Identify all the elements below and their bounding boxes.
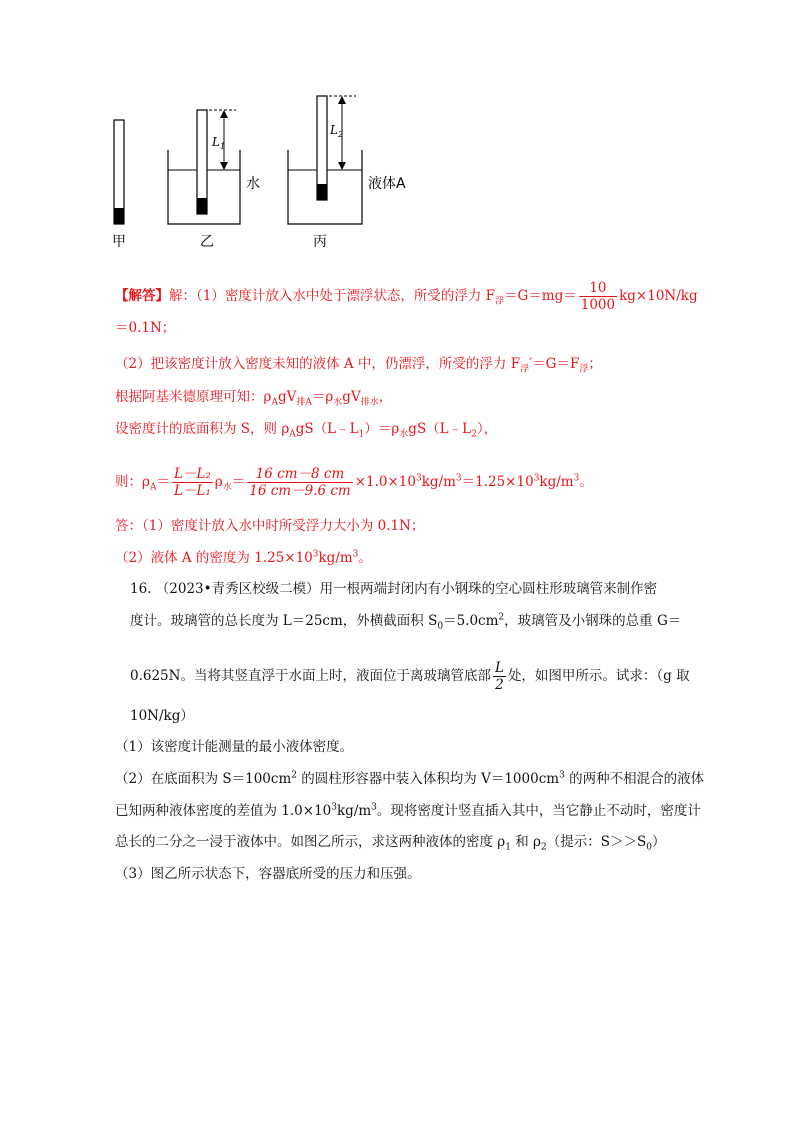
s2l3-b: 和 ρ	[510, 834, 541, 850]
q16-l2-c: ，玻璃管及小钢珠的总重 G＝	[504, 613, 682, 629]
frac-l2-den: 2	[495, 677, 504, 693]
q16-l3-b: 处，如图甲所示。试求：（g 取	[507, 668, 690, 684]
tube-jia-weight	[114, 208, 124, 224]
s2-sq: 2	[291, 770, 297, 781]
answer-line-1	[115, 280, 698, 313]
p5-rho: ρ	[214, 474, 223, 490]
q16-line-3	[130, 660, 690, 693]
s2l2-e: 3	[331, 802, 337, 813]
p3-a: 根据阿基米德原理可知：ρ	[115, 389, 272, 405]
fraction-l	[172, 466, 213, 499]
p5-eq: ＝	[231, 474, 246, 490]
p1-text: （1）密度计放入水中处于漂浮状态，所受的浮力 F	[196, 288, 495, 304]
p5-g: 。	[579, 474, 593, 490]
p2-eq: ′＝G＝F	[529, 356, 580, 372]
p4-w: 水	[399, 429, 409, 440]
s2l3-1: 1	[505, 842, 511, 853]
frac-cm-den: 16 cm－9.6 cm	[249, 483, 351, 499]
label-yi: 乙	[200, 234, 214, 250]
label-bing: 丙	[313, 234, 327, 250]
s2-cu: 3	[559, 770, 565, 781]
ans2-a: （2）液体 A 的密度为 1.25×10	[115, 550, 313, 566]
p1-sub: 浮	[495, 296, 505, 307]
fraction-l-2	[493, 660, 506, 693]
p2-end: ；	[588, 356, 602, 372]
q16-l2-0: 0	[437, 621, 444, 632]
p5-e3b: 3	[533, 473, 540, 484]
s2l2-a: 已知两种液体密度的差值为 1.0×10	[115, 803, 332, 819]
q16-sub-3: （3）图乙所示状态下，容器底所受的压力和压强。	[115, 866, 421, 882]
label-l1: $L_1$	[212, 135, 226, 151]
p5-f: kg/m	[539, 474, 574, 490]
p5-e3: 3	[415, 473, 422, 484]
s2l3-d: ）	[651, 834, 666, 850]
p5-c: ×1.0×10	[354, 474, 416, 490]
p5-e: ＝1.25×10	[461, 474, 534, 490]
answer-line-4	[115, 419, 497, 439]
s2l3-c: （提示：S＞＞S	[546, 834, 647, 850]
q16-line-4: 10N/kg）	[130, 708, 194, 724]
label-water: 水	[246, 176, 260, 192]
frac-num: 10	[579, 280, 617, 297]
label-jia: 甲	[112, 234, 126, 250]
frac-l-den: L－L₁	[173, 483, 211, 499]
conclusion-1: 答：（1）密度计放入水中时所受浮力大小为 0.1N；	[115, 518, 425, 534]
p3-e: ，	[378, 389, 393, 405]
conclusion-2	[115, 548, 372, 568]
q16-l2-sq: 2	[498, 612, 505, 623]
p4-c: ）＝ρ	[364, 421, 400, 437]
q16-l2-b: ＝5.0cm	[443, 613, 499, 629]
frac-den: 1000	[580, 297, 616, 313]
ans2-c: 。	[358, 550, 372, 566]
answer-line-1b: ＝0.1N；	[115, 320, 176, 336]
p5-A: A	[149, 482, 157, 493]
s2-a: （2）在底面积为 S＝100cm	[115, 771, 292, 787]
jie: 解：	[169, 288, 196, 304]
p2-sub1: 浮	[520, 364, 530, 375]
tube-bing-weight	[317, 184, 327, 200]
ans2-b: kg/m	[318, 550, 353, 566]
frac-cm-num: 16 cm－8 cm	[247, 466, 352, 483]
p3-A: A	[271, 397, 278, 408]
label-liquid-a: 液体A	[368, 176, 406, 192]
frac-l-num: L－L₂	[173, 466, 211, 482]
p2-sub2: 浮	[579, 364, 589, 375]
s2l2-b: kg/m	[337, 803, 372, 819]
p5-a: 则：ρ	[115, 474, 150, 490]
p5-b: ＝	[156, 474, 170, 490]
ans2-e: 3	[312, 549, 319, 560]
p1-eq: ＝G＝mg＝	[504, 288, 577, 304]
s2l3-2: 2	[541, 842, 547, 853]
q16-sub-1: （1）该密度计能测量的最小液体密度。	[115, 739, 354, 755]
p4-d: gS（L﹣L	[408, 421, 472, 437]
label-l2: $L_2$	[330, 123, 344, 139]
p4-A: A	[289, 429, 296, 440]
p3-pw: 排水	[360, 397, 379, 408]
fraction-cm	[247, 466, 352, 499]
p5-m3: 3	[455, 473, 462, 484]
p4-b: gS（L﹣L	[295, 421, 359, 437]
p2-text: （2）把该密度计放入密度未知的液体 A 中，仍漂浮，所受的浮力 F	[115, 356, 521, 372]
p4-a: 设密度计的底面积为 S，则 ρ	[115, 421, 290, 437]
s2l2-c: 。现将密度计竖直插入其中，当它静止不动时，密度计	[376, 803, 701, 819]
fraction-10-1000	[579, 280, 617, 313]
s2l3-a: 总长的二分之一浸于液体中。如图乙所示，求这两种液体的密度 ρ	[115, 834, 506, 850]
q16-sub-2-line-1	[115, 769, 704, 789]
q16-l2-a: 度计。玻璃管的总长度为 L＝25cm，外横截面积 S	[130, 613, 438, 629]
s2-b: 的圆柱形容器中装入体积均为 V＝1000cm	[297, 771, 560, 787]
answer-line-2	[115, 354, 602, 374]
q16-line-1: 16. （2023•青秀区校级二模）用一根两端封闭内有小钢珠的空心圆柱形玻璃管来制作密	[130, 581, 658, 597]
tube-yi-weight	[197, 198, 207, 214]
frac-l2-num: L	[494, 660, 504, 676]
answer-line-5	[115, 466, 593, 499]
p5-w: 水	[222, 482, 232, 493]
p3-pa: 排A	[296, 397, 312, 408]
q16-line-2	[130, 611, 681, 631]
p4-2: 2	[471, 429, 477, 440]
p4-e: ），	[476, 421, 498, 437]
p4-1: 1	[358, 429, 365, 440]
p3-b: gV	[277, 389, 297, 405]
p3-d: gV	[342, 389, 361, 405]
p3-w: 水	[333, 397, 343, 408]
s2l2-m: 3	[371, 802, 377, 813]
p5-m3b: 3	[573, 473, 580, 484]
answer-heading: 【解答】	[115, 288, 169, 304]
s2-c: 的两种不相混合的液体	[564, 771, 705, 787]
s2l3-0: 0	[646, 842, 652, 853]
p1-unit: kg×10N/kg	[619, 288, 698, 304]
q16-sub-2-line-3	[115, 832, 665, 852]
answer-line-3	[115, 387, 392, 407]
ans2-m: 3	[352, 549, 359, 560]
q16-l3-a: 0.625N。当将其竖直浮于水面上时，液面位于离玻璃管底部	[130, 668, 491, 684]
p5-d: kg/m	[421, 474, 456, 490]
densitometer-figure	[100, 88, 420, 258]
p3-c: ＝ρ	[311, 389, 334, 405]
q16-sub-2-line-2	[115, 801, 701, 821]
